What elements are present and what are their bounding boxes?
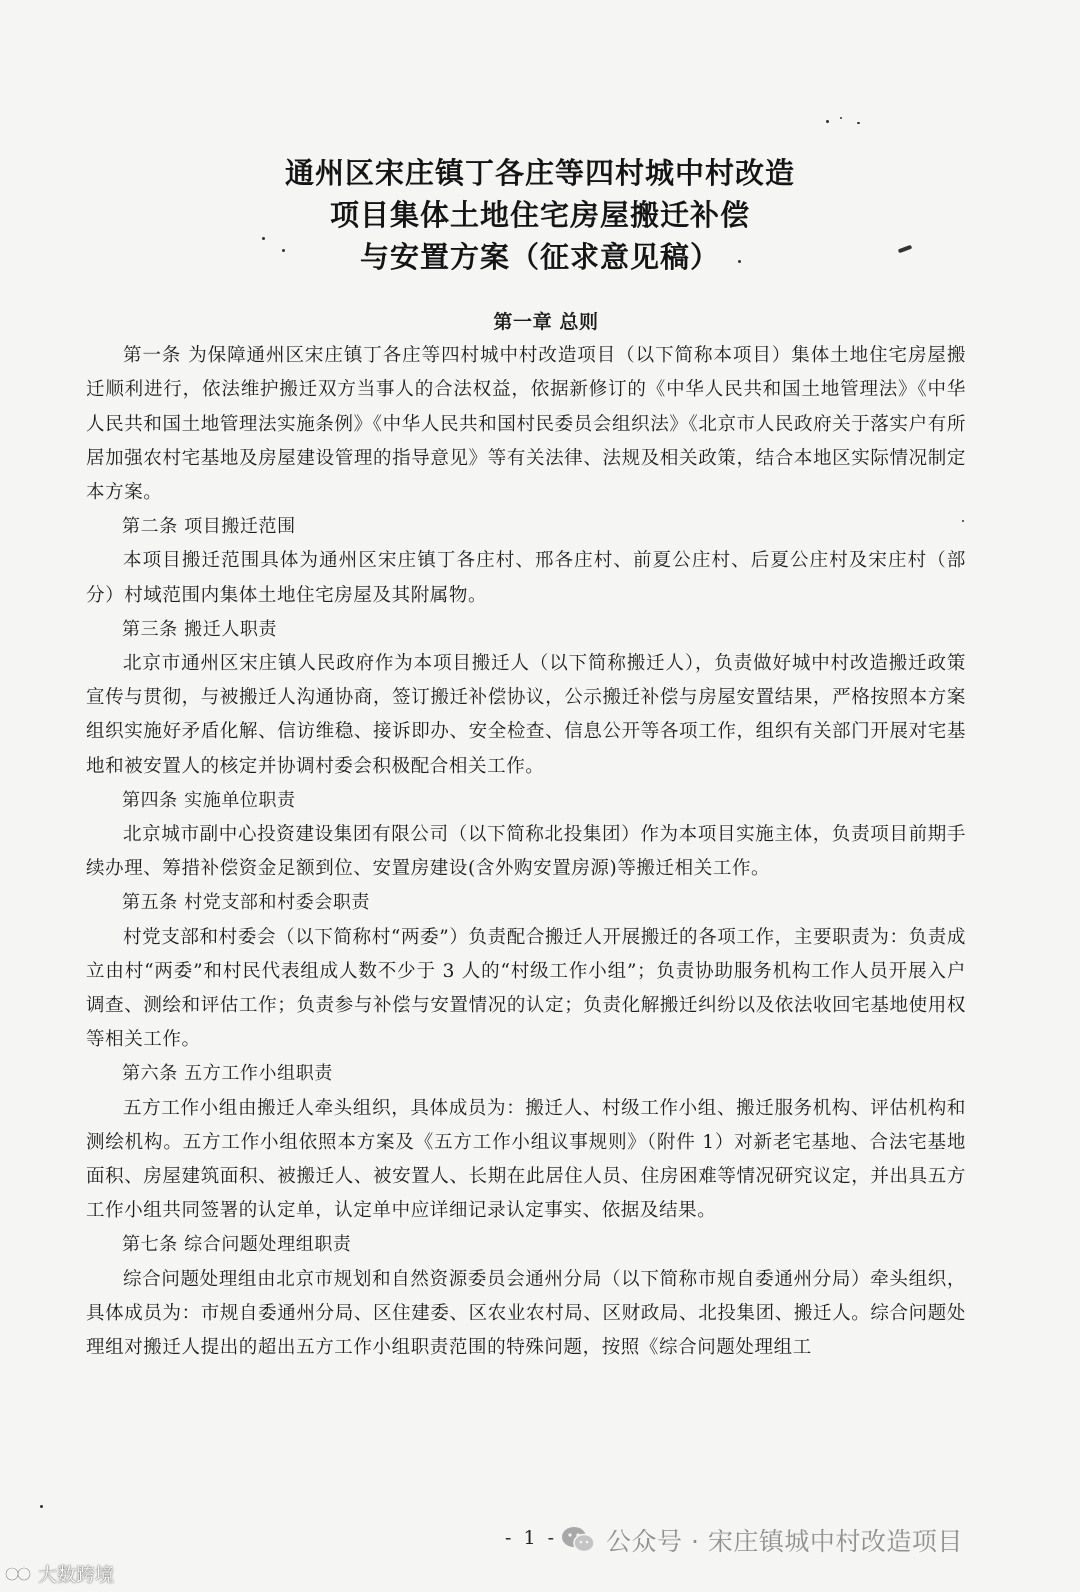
article-paragraph: 本项目搬迁范围具体为通州区宋庄镇丁各庄村、邢各庄村、前夏公庄村、后夏公庄村及宋庄村（部分）村域范围内集体土地住宅房屋及其附属物。 [86,550,966,606]
article-paragraph: 北京市通州区宋庄镇人民政府作为本项目搬迁人（以下简称搬迁人），负责做好城中村改造搬迁政策宣传与贯彻，与被搬迁人沟通协商，签订搬迁补偿协议，公示搬迁补偿与房屋安置结果，严格按照本方案组织实施好矛盾化解、信访维稳、接诉即办、安全检查、信息公开等各项工作，组织有关部门开展对宅基地和被安置人的核定并协调村委会积极配合相关工作。 [86,653,966,777]
scan-speck [840,117,842,119]
article-paragraph: 北京城市副中心投资建设集团有限公司（以下简称北投集团）作为本项目实施主体，负责项目前期手续办理、筹措补偿资金足额到位、安置房建设(含外购安置房源)等搬迁相关工作。 [86,824,966,880]
scan-speck [826,120,829,123]
title-line: 项目集体土地住宅房屋搬迁补偿 [329,198,750,232]
document-title [0,152,1080,278]
wechat-watermark [560,1522,963,1558]
page-number: - 1 - [505,1527,558,1549]
article-heading: 第六条 五方工作小组职责 [122,1063,333,1085]
article-heading: 第二条 项目搬迁范围 [122,516,296,538]
watermark-text: 公众号 · 宋庄镇城中村改造项目 [606,1527,963,1556]
article-heading: 第三条 搬迁人职责 [122,618,278,640]
article-paragraph: 综合问题处理组由北京市规划和自然资源委员会通州分局（以下简称市规自委通州分局）牵头组织，具体成员为：市规自委通州分局、区住建委、区农业农村局、区财政局、北投集团、搬迁人。综合问题处理组对搬迁人提出的超出五方工作小组职责范围的特殊问题，按照《综合问题处理组工 [86,1268,966,1359]
article-paragraph: 第一条 为保障通州区宋庄镇丁各庄等四村城中村改造项目（以下简称本项目）集体土地住宅房屋搬迁顺利进行，依法维护搬迁双方当事人的合法权益，依据新修订的《中华人民共和国土地管理法》《中华人民共和国土地管理法实施条例》《中华人民共和国村民委员会组织法》《北京市人民政府关于落实户有所居加强农村宅基地及房屋建设管理的指导意见》等有关法律、法规及相关政策，结合本地区实际情况制定本方案。 [86,345,966,504]
document-body [86,305,966,1365]
article-paragraph: 五方工作小组由搬迁人牵头组织，具体成员为：搬迁人、村级工作小组、搬迁服务机构、评估机构和测绘机构。五方工作小组依照本方案及《五方工作小组议事规则》（附件 1）对新老宅基地、合法宅基地面积、房屋建筑面积、被搬迁人、被安置人、长期在此居住人员、住房困难等情况研究议定，并出具五方工作小组共同签署的认定单，认定单中应详细记录认定事实、依据及结果。 [86,1097,966,1222]
article-heading: 第七条 综合问题处理组职责 [122,1234,352,1256]
chapter-heading: 第一章 总则 [493,311,599,333]
title-line: 通州区宋庄镇丁各庄等四村城中村改造 [284,156,795,190]
article-heading: 第四条 实施单位职责 [122,789,296,811]
brand-logo [4,1560,114,1587]
title-line: 与安置方案（征求意见稿） [359,240,720,274]
wechat-icon [560,1525,596,1555]
scan-speck [40,1505,43,1508]
article-paragraph: 村党支部和村委会（以下简称村“两委”）负责配合搬迁人开展搬迁的各项工作，主要职责为：负责成立由村“两委”和村民代表组成人数不少于 3 人的“村级工作小组”；负责协助服务机构工作人员开展入户调查、测绘和评估工作；负责参与补偿与安置情况的认定；负责化解搬迁纠纷以及依法收回宅基地使用权等相关工作。 [86,926,966,1051]
article-heading: 第五条 村党支部和村委会职责 [122,892,371,914]
logo-icon [4,1563,34,1585]
logo-text: 大数跨境 [38,1564,115,1586]
scan-speck [857,122,860,124]
